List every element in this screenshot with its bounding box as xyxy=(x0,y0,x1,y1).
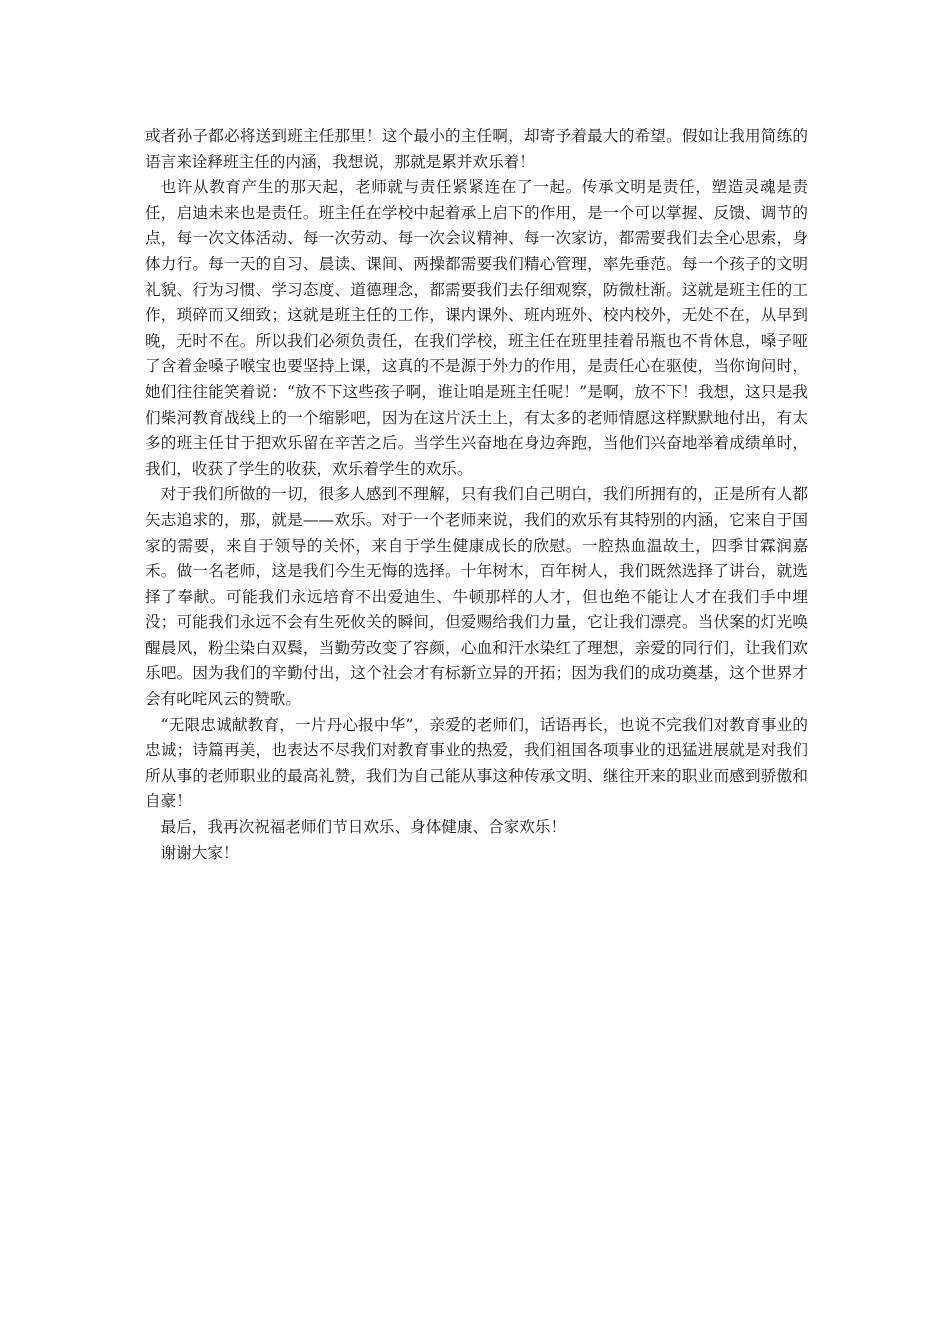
paragraph-3: 对于我们所做的一切，很多人感到不理解，只有我们自己明白，我们所拥有的，正是所有人都矢志追求的，那，就是——欢乐。对于一个老师来说，我们的欢乐有其特别的内涵，它来自于国家的需要，来自于领导的关怀，来自于学生健康成长的欣慰。一腔热血温故土，四季甘霖润嘉禾。做一名老师，这是我们今生无悔的选择。十年树木，百年树人，我们既然选择了讲台，就选择了奉献。可能我们永远培育不出爱迪生、牛顿那样的人才，但也绝不能让人才在我们手中埋没；可能我们永远不会有生死攸关的瞬间，但爱赐给我们力量，它让我们漂亮。当伏案的灯光唤醒晨风，粉尘染白双鬓，当勤劳改变了容颜，心血和汗水染红了理想，亲爱的同行们，让我们欢乐吧。因为我们的辛勤付出，这个社会才有标新立异的开拓；因为我们的成功奠基，这个世界才会有叱咤风云的赞歌。 xyxy=(145,485,808,709)
paragraph-6: 谢谢大家！ xyxy=(160,843,239,862)
document-body xyxy=(145,124,808,866)
paragraph-1: 或者孙子都必将送到班主任那里！这个最小的主任啊，却寄予着最大的希望。假如让我用简练的语言来诠释班主任的内涵，我想说，那就是累并欢乐着！ xyxy=(145,127,808,171)
paragraph-2: 也许从教育产生的那天起，老师就与责任紧紧连在了一起。传承文明是责任，塑造灵魂是责任，启迪未来也是责任。班主任在学校中起着承上启下的作用，是一个可以掌握、反馈、调节的点，每一次文体活动、每一次劳动、每一次会议精神、每一次家访，都需要我们去全心思索，身体力行。每一天的自习、晨读、课间、两操都需要我们精心管理，率先垂范。每一个孩子的文明礼貌、行为习惯、学习态度、道德理念，都需要我们去仔细观察，防微杜渐。这就是班主任的工作，琐碎而又细致；这就是班主任的工作，课内课外、班内班外、校内校外，无处不在，从早到晚，无时不在。所以我们必须负责任，在我们学校，班主任在班里挂着吊瓶也不肯休息，嗓子哑了含着金嗓子喉宝也要坚持上课，这真的不是源于外力的作用，是责任心在驱使，当你询问时，她们往往能笑着说：“放不下这些孩子啊，谁让咱是班主任呢！”是啊，放不下！我想，这只是我们柴河教育战线上的一个缩影吧，因为在这片沃土上，有太多的老师情愿这样默默地付出，有太多的班主任甘于把欢乐留在辛苦之后。当学生兴奋地在身边奔跑，当他们兴奋地举着成绩单时，我们，收获了学生的收获，欢乐着学生的欢乐。 xyxy=(145,178,808,478)
paragraph-4: “无限忠诚献教育，一片丹心报中华”，亲爱的老师们，话语再长，也说不完我们对教育事业的忠诚；诗篇再美，也表达不尽我们对教育事业的热爱，我们祖国各项事业的迅猛进展就是对我们所从事的老师职业的最高礼赞，我们为自己能从事这种传承文明、继往开来的职业而感到骄傲和自豪！ xyxy=(145,715,808,811)
paragraph-5: 最后，我再次祝福老师们节日欢乐、身体健康、合家欢乐！ xyxy=(160,818,567,837)
